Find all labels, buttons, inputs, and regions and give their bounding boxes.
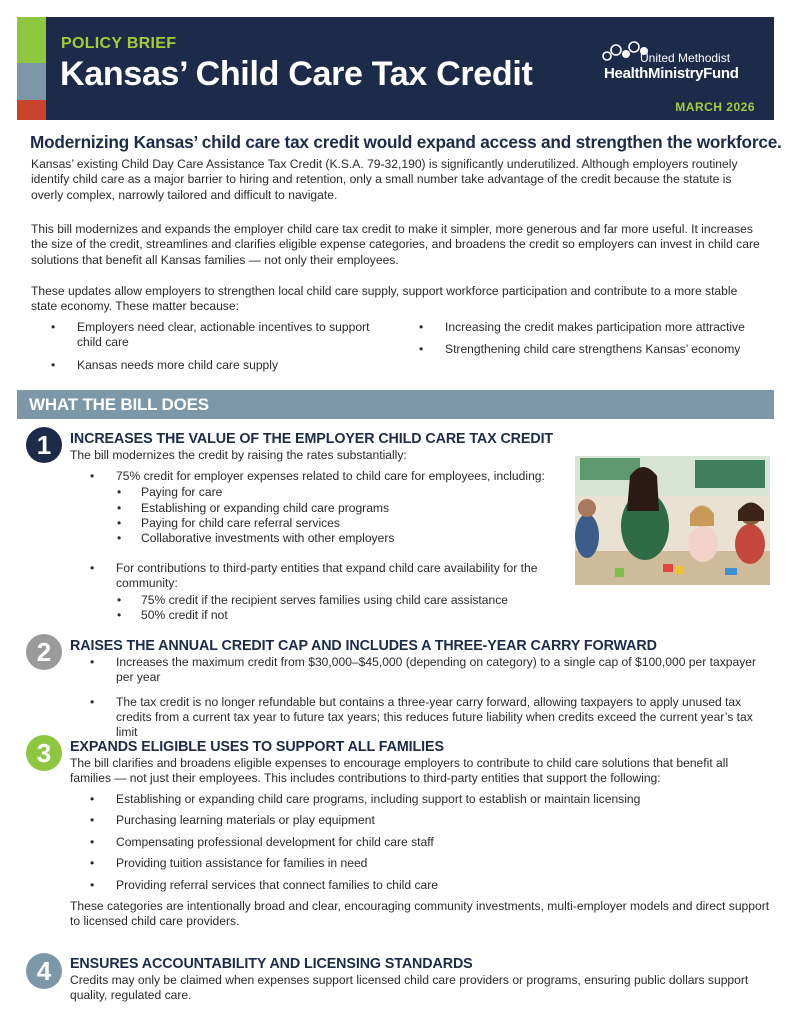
item-text-3: The bill clarifies and broadens eligible expenses to encourage employers to contribute to child care solutions that benefit all families — not just their employees. This includes contributions to third-party entities that support the following: — [70, 756, 729, 786]
policy-brief-label: POLICY BRIEF — [61, 35, 177, 52]
header-banner — [17, 17, 774, 120]
sub-list — [117, 593, 570, 624]
item-heading-2: RAISES THE ANNUAL CREDIT CAP AND INCLUDES A THREE-YEAR CARRY FORWARD — [70, 638, 657, 654]
organization-logo — [602, 39, 762, 85]
item-2-list — [90, 655, 760, 749]
accent-stripe-green — [17, 17, 46, 63]
lead-heading: Modernizing Kansas’ child care tax credit would expand access and strengthen the workforce. — [30, 132, 782, 152]
sub-list-item: • 75% credit if the recipient serves families using child care assistance — [117, 593, 570, 608]
accent-stripe-blue — [17, 63, 46, 100]
intro-paragraph-3: These updates allow employers to strengthen local child care supply, support workforce participation and contribute to a more stable state economy. These matter because: — [31, 284, 738, 314]
logo-text-line1: United Methodist — [640, 51, 731, 65]
intro-paragraph-1: Kansas’ existing Child Day Care Assistance Tax Credit (K.S.A. 79-32,190) is significantly underutilized. Although employers routinely identify child care as a major barrier to hiring and retention, only a small number take advantage of the credit because the statute is overly complex, narrowly tailored and difficult to navigate. — [31, 157, 738, 202]
logo-text-line2: HealthMinistryFund — [604, 65, 739, 82]
list-item: • Increasing the credit makes participation more attractive — [419, 320, 769, 335]
list-item: • Strengthening child care strengthens Kansas’ economy — [419, 342, 769, 357]
list-item: • Kansas needs more child care supply — [51, 358, 391, 373]
item-heading-4: ENSURES ACCOUNTABILITY AND LICENSING STANDARDS — [70, 956, 473, 972]
number-badge-3: 3 — [26, 735, 62, 771]
list-item: • Establishing or expanding child care programs, including support to establish or maintain licensing — [90, 792, 760, 807]
number-badge-1: 1 — [26, 427, 62, 463]
item-text-4: Credits may only be claimed when expenses support licensed child care providers or programs, ensuring public dollars support quality, regulated care. — [70, 973, 749, 1003]
bullet-text: 75% credit for employer expenses related to child care for employees, including: — [116, 469, 545, 483]
list-item: • Providing tuition assistance for families in need — [90, 856, 760, 871]
item-1-list-b — [90, 561, 570, 623]
publication-date: MARCH 2026 — [675, 100, 755, 114]
list-item: • Compensating professional development for child care staff — [90, 835, 760, 850]
list-item: • Purchasing learning materials or play equipment — [90, 813, 760, 828]
list-item — [90, 469, 570, 546]
sub-list-item: • 50% credit if not — [117, 608, 570, 623]
sub-list-item: • Collaborative investments with other employers — [117, 531, 570, 546]
item-closing-3: These categories are intentionally broad and clear, encouraging community investments, multi-employer models and direct support to licensed child care providers. — [70, 899, 770, 929]
item-heading-1: INCREASES THE VALUE OF THE EMPLOYER CHILD CARE TAX CREDIT — [70, 431, 554, 447]
list-item: • Increases the maximum credit from $30,000–$45,000 (depending on category) to a single cap of $100,000 per taxpayer per year — [90, 655, 760, 686]
list-item: • The tax credit is no longer refundable but contains a three-year carry forward, allowing taxpayers to apply unused tax credits from a current tax year to future tax years; this reduces future liability when credits exceed the current year’s tax limit — [90, 695, 760, 741]
sub-list — [117, 485, 570, 546]
item-3-list — [90, 792, 760, 899]
sub-list-item: • Paying for child care referral services — [117, 516, 570, 531]
bullet-text: For contributions to third-party entities that expand child care availability for the community: — [116, 561, 538, 591]
sub-list-item: • Paying for care — [117, 485, 570, 500]
item-heading-3: EXPANDS ELIGIBLE USES TO SUPPORT ALL FAMILIES — [70, 739, 444, 755]
reasons-list-left — [51, 320, 391, 380]
document-title: Kansas’ Child Care Tax Credit — [60, 55, 533, 93]
intro-paragraph-2: This bill modernizes and expands the employer child care tax credit to make it simpler, more generous and far more useful. It increases the size of the credit, streamlines and clarifies eligible expense categories, and broadens the credit so employers can invest in child care solutions that benefit all Kansas families — not only their employees. — [31, 222, 760, 267]
section-band — [17, 390, 774, 419]
number-badge-2: 2 — [26, 634, 62, 670]
number-badge-4: 4 — [26, 953, 62, 989]
reasons-list-right — [419, 320, 769, 365]
list-item — [90, 561, 570, 623]
accent-stripe-red — [17, 100, 46, 120]
classroom-photo — [575, 456, 770, 585]
item-1-list-a — [90, 469, 570, 546]
list-item: • Employers need clear, actionable incentives to support child care — [51, 320, 391, 351]
item-text-1: The bill modernizes the credit by raising the rates substantially: — [70, 448, 407, 462]
list-item: • Providing referral services that connect families to child care — [90, 878, 760, 893]
section-title: WHAT THE BILL DOES — [29, 395, 209, 414]
sub-list-item: • Establishing or expanding child care programs — [117, 501, 570, 516]
classroom-photo-illustration — [575, 456, 770, 585]
